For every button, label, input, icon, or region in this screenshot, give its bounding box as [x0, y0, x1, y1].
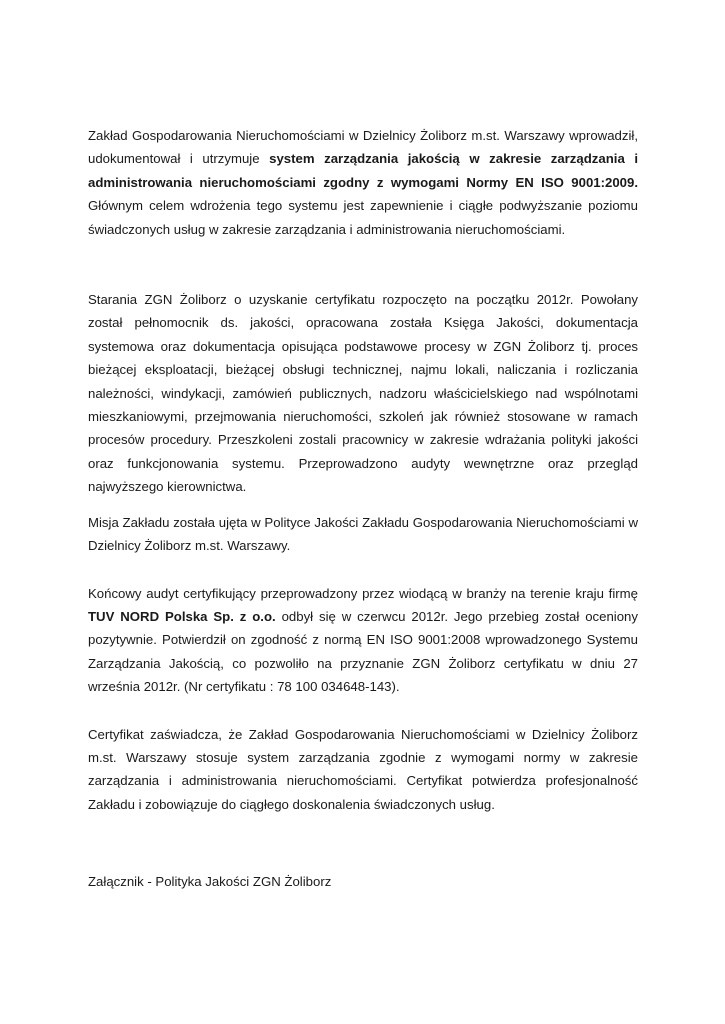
- paragraph-final-audit: [88, 582, 638, 699]
- paragraph-mission: Misja Zakładu została ujęta w Polityce Jakości Zakładu Gospodarowania Nieruchomościami w Dzielnicy Żoliborz m.st. Warszawy.: [88, 514, 638, 554]
- paragraph-1-bold: system zarządzania jakością w zakresie zarządzania i administrowania nieruchomościami zgodny z wymogami Normy EN ISO 9001:2009.: [88, 151, 638, 190]
- document-body: [88, 124, 638, 894]
- paragraph-certification-efforts: Starania ZGN Żoliborz o uzyskanie certyfikatu rozpoczęto na początku 2012r. Powołany został pełnomocnik ds. jakości, opracowana została Księga Jakości, dokumentacja systemowa oraz dokumentacja opisująca podstawowe procesy w ZGN Żoliborz tj. proces bieżącej eksploatacji, bieżącej obsługi technicznej, najmu lokali, naliczania i rozliczania należności, windykacji, zamówień publicznych, nadzoru właścicielskiego nad wspólnotami mieszkaniowymi, przejmowania nieruchomości, szkoleń jak również stosowane w ramach procesów procedury. Przeszkoleni zostali pracownicy w zakresie wdrażania polityki jakości oraz funkcjonowania systemu. Przeprowadzono audyty wewnętrzne oraz przegląd najwyższego kierownictwa.: [88, 292, 638, 495]
- paragraph-1-text-after: Głównym celem wdrożenia tego systemu jest zapewnienie i ciągłe podwyższanie poziomu świadczonych usług w zakresie zarządzania i administrowania nieruchomościami.: [88, 198, 638, 237]
- attachment-link[interactable]: Załącznik - Polityka Jakości ZGN Żoliborz: [88, 874, 332, 890]
- paragraph-4-text-after: odbył się w czerwcu 2012r. Jego przebieg został oceniony pozytywnie. Potwierdził on zgodność z normą EN ISO 9001:2008 wprowadzonego Systemu Zarządzania Jakością, co pozwoliło na przyznanie ZGN Żoliborz certyfikatu w dniu 27 września 2012r. (Nr certyfikatu : 78 100 034648-143).: [88, 608, 638, 695]
- paragraph-4-text-before: Końcowy audyt certyfikujący przeprowadzony przez wiodącą w branży na terenie kraju firmę: [88, 585, 638, 601]
- paragraph-4-bold: TUV NORD Polska Sp. z o.o.: [88, 608, 276, 624]
- paragraph-certificate: Certyfikat zaświadcza, że Zakład Gospodarowania Nieruchomościami w Dzielnicy Żoliborz m.st. Warszawy stosuje system zarządzania zgodnie z wymogami normy w zakresie zarządzania i administrowania nieruchomościami. Certyfikat potwierdza profesjonalność Zakładu i zobowiązuje do ciągłego doskonalenia świadczonych usług.: [88, 726, 638, 812]
- paragraph-1-text-before: Zakład Gospodarowania Nieruchomościami w Dzielnicy Żoliborz m.st. Warszawy wprowadził, udokumentował i utrzymuje: [88, 128, 638, 167]
- paragraph-quality-system: [88, 124, 638, 241]
